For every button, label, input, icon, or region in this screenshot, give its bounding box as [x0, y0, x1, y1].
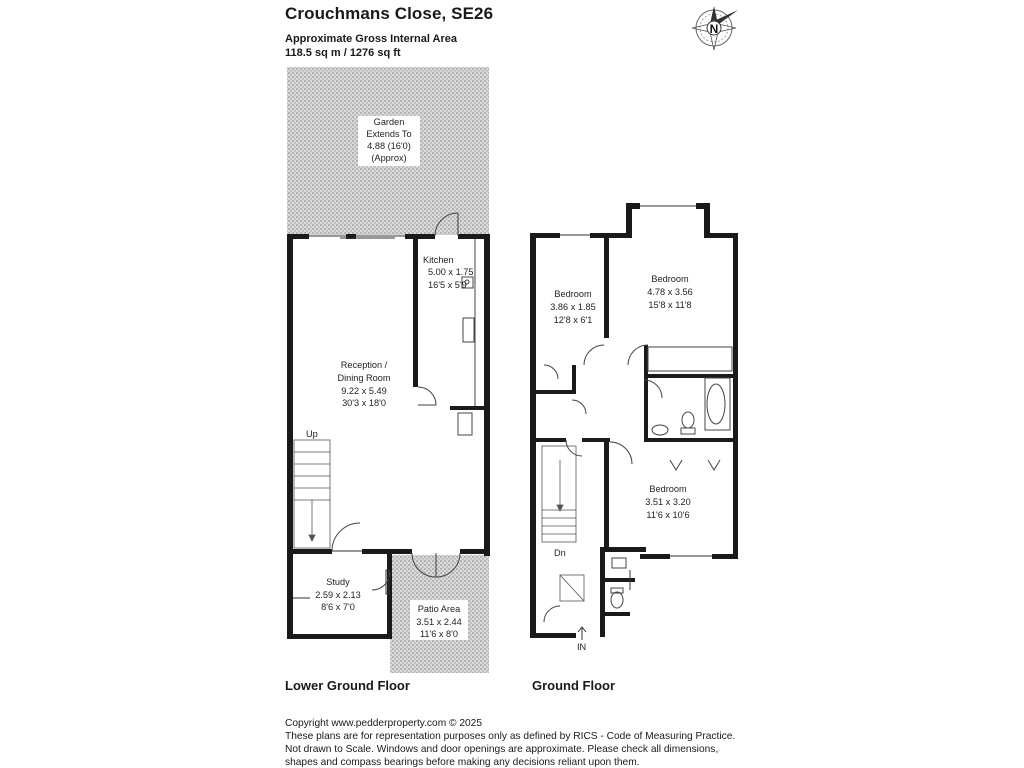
patio-name: Patio Area [417, 604, 461, 614]
patio-imperial: 11'6 x 8'0 [419, 629, 459, 639]
disclaimer-line-3: shapes and compass bearings before making any decisions reliant upon them. [285, 757, 640, 768]
bedroom-main-label [647, 274, 692, 310]
ground-floor-title: Ground Floor [532, 678, 616, 693]
garden-name: Garden [373, 117, 405, 127]
bedroom-small-label [550, 289, 595, 325]
reception-metric: 9.22 x 5.49 [341, 386, 387, 396]
bedroom-small-name: Bedroom [554, 289, 592, 299]
bedroom-main-metric: 4.78 x 3.56 [647, 287, 693, 297]
gross-area-label: Approximate Gross Internal Area [285, 33, 457, 45]
garden-extends-label: Extends To [366, 129, 412, 139]
stairs-up-label: Up [306, 429, 318, 439]
bedroom-main-name: Bedroom [651, 274, 689, 284]
gross-area-value: 118.5 sq m / 1276 sq ft [285, 47, 401, 59]
entrance-arrow-icon [578, 627, 586, 640]
study-name: Study [326, 577, 350, 587]
bedroom-main-imperial: 15'8 x 11'8 [648, 300, 692, 310]
study-metric: 2.59 x 2.13 [315, 590, 361, 600]
bedroom-small-imperial: 12'8 x 6'1 [553, 315, 593, 325]
garden-label [358, 116, 420, 166]
bedroom-third-label [645, 484, 690, 520]
lower-ground-floor-plan [287, 67, 490, 673]
kitchen-imperial: 16'5 x 5'9 [428, 280, 467, 290]
bedroom-small-metric: 3.86 x 1.85 [550, 302, 596, 312]
reception-name-2: Dining Room [337, 373, 391, 383]
plan-title: Crouchmans Close, SE26 [285, 4, 494, 23]
ground-floor-plan [530, 203, 738, 652]
stairs-down-label: Dn [554, 548, 566, 558]
bedroom-third-metric: 3.51 x 3.20 [645, 497, 691, 507]
bedroom-third-imperial: 11'6 x 10'6 [646, 510, 690, 520]
garden-approx-note: (Approx) [371, 153, 407, 163]
bedroom-third-name: Bedroom [649, 484, 687, 494]
reception-name: Reception / [340, 360, 388, 370]
reception-imperial: 30'3 x 18'0 [342, 398, 386, 408]
garden-dimensions: 4.88 (16'0) [367, 141, 411, 151]
kitchen-name: Kitchen [423, 255, 454, 265]
compass-letter: N [709, 22, 719, 36]
compass-icon [692, 6, 738, 50]
copyright-line: Copyright www.pedderproperty.com © 2025 [285, 718, 483, 729]
disclaimer-line-1: These plans are for representation purposes only as defined by RICS - Code of Measuring Practice. [285, 731, 736, 742]
entrance-label: IN [577, 642, 587, 652]
disclaimer-line-2: Not drawn to Scale. Windows and door openings are approximate. Please check all dimensions, [285, 744, 719, 755]
patio-metric: 3.51 x 2.44 [416, 617, 462, 627]
study-imperial: 8'6 x 7'0 [321, 602, 355, 612]
patio-label [410, 600, 468, 640]
lower-ground-floor-title: Lower Ground Floor [285, 678, 410, 693]
kitchen-metric: 5.00 x 1.75 [428, 267, 474, 277]
ground-stairs [542, 446, 584, 601]
